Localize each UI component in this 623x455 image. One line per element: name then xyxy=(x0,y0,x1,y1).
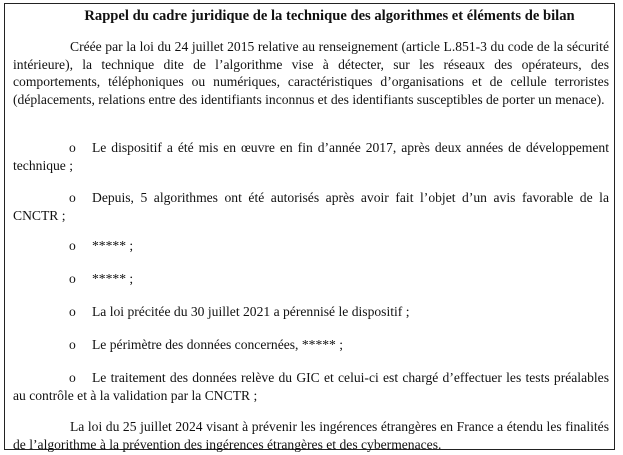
conclusion-paragraph: La loi du 25 juillet 2024 visant à prévenir les ingérences étrangères en France a étendu les finalités de l’algorithme à la prévention des ingérences étrangères et des cybermenaces. xyxy=(13,419,609,452)
bullet-item-6 xyxy=(13,336,609,354)
bullet-item-4 xyxy=(13,270,609,288)
bullet-item-1 xyxy=(13,139,609,174)
bullet-text-4: ***** ; xyxy=(92,271,134,286)
bullet-marker: o xyxy=(69,370,76,385)
bullet-marker: o xyxy=(69,140,76,155)
bullet-marker: o xyxy=(69,304,76,319)
bullet-item-3 xyxy=(13,237,609,255)
bullet-text-7: Le traitement des données relève du GIC et celui-ci est chargé d’effectuer les tests préalables au contrôle et à la validation par la CNCTR ; xyxy=(13,370,609,403)
document-title: Rappel du cadre juridique de la technique des algorithmes et éléments de bilan xyxy=(84,8,575,24)
bullet-text-2: Depuis, 5 algorithmes ont été autorisés après avoir fait l’objet d’un avis favorable de la CNCTR ; xyxy=(13,190,609,223)
bullet-text-3: ***** ; xyxy=(92,238,134,253)
bullet-item-7 xyxy=(13,369,609,404)
bullet-text-6: Le périmètre des données concernées, ***** ; xyxy=(92,337,344,352)
bullet-text-5: La loi précitée du 30 juillet 2021 a pérennisé le dispositif ; xyxy=(92,304,410,319)
bullet-marker: o xyxy=(69,337,76,352)
bullet-item-2 xyxy=(13,189,609,224)
bullet-item-5 xyxy=(13,303,609,321)
bullet-marker: o xyxy=(69,238,76,253)
bullet-text-1: Le dispositif a été mis en œuvre en fin d’année 2017, après deux années de développement technique ; xyxy=(13,140,609,173)
bullet-marker: o xyxy=(69,190,76,205)
intro-paragraph: Créée par la loi du 24 juillet 2015 relative au renseignement (article L.851-3 du code de la sécurité intérieure), la technique dite de l’algorithme vise à détecter, sur les réseaux des opérateurs, des comportements, téléphoniques ou numériques, caractéristiques d’organisations et de cellule terroristes (déplacements, relations entre des identifiants inconnus et des identifiants susceptibles de porter un menace). xyxy=(13,39,609,107)
bullet-marker: o xyxy=(69,271,76,286)
